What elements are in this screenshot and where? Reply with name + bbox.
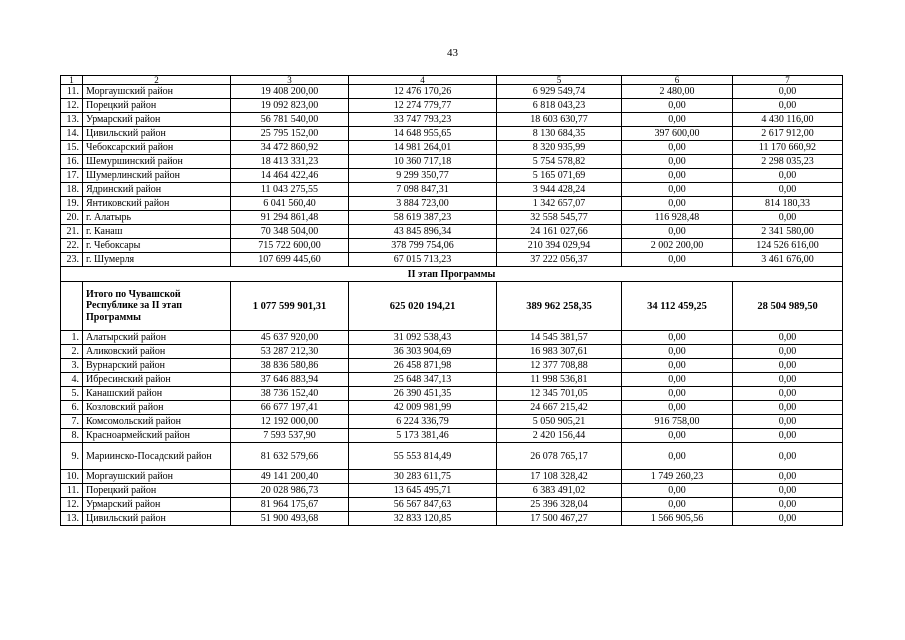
value-col-4: 14 981 264,01 [349,141,497,155]
column-number: 5 [497,76,622,85]
district-name: г. Канаш [83,225,231,239]
value-col-3: 11 043 275,55 [231,183,349,197]
total-col-7: 28 504 989,50 [733,282,843,331]
value-col-6: 0,00 [622,169,733,183]
table-row [61,359,843,373]
row-number: 13. [61,512,83,526]
value-col-6: 397 600,00 [622,127,733,141]
value-col-4: 36 303 904,69 [349,345,497,359]
table-row [61,127,843,141]
district-name: Аликовский район [83,345,231,359]
district-name: г. Алатырь [83,211,231,225]
table-row [61,387,843,401]
value-col-7: 0,00 [733,401,843,415]
table-row [61,401,843,415]
value-col-7: 0,00 [733,99,843,113]
value-col-6: 0,00 [622,197,733,211]
district-name: Моргаушский район [83,85,231,99]
district-name: Порецкий район [83,99,231,113]
stage-heading-row [61,267,843,282]
value-col-4: 26 458 871,98 [349,359,497,373]
row-number: 12. [61,498,83,512]
value-col-6: 0,00 [622,345,733,359]
value-col-3: 107 699 445,60 [231,253,349,267]
value-col-4: 33 747 793,23 [349,113,497,127]
value-col-3: 14 464 422,46 [231,169,349,183]
value-col-4: 6 224 336,79 [349,415,497,429]
column-number: 6 [622,76,733,85]
value-col-7: 0,00 [733,331,843,345]
table-row [61,470,843,484]
value-col-6: 0,00 [622,113,733,127]
table-row [61,183,843,197]
table-row [61,253,843,267]
value-col-5: 25 396 328,04 [497,498,622,512]
value-col-6: 0,00 [622,373,733,387]
row-number: 6. [61,401,83,415]
district-name: Цивильский район [83,127,231,141]
value-col-6: 0,00 [622,387,733,401]
value-col-4: 12 476 170,26 [349,85,497,99]
table-row [61,373,843,387]
value-col-7: 4 430 116,00 [733,113,843,127]
district-name: Урмарский район [83,113,231,127]
table-row [61,429,843,443]
value-col-3: 20 028 986,73 [231,484,349,498]
value-col-5: 17 500 467,27 [497,512,622,526]
value-col-5: 5 754 578,82 [497,155,622,169]
district-name: Канашский район [83,387,231,401]
district-name: Ибресинский район [83,373,231,387]
value-col-6: 0,00 [622,401,733,415]
value-col-5: 12 345 701,05 [497,387,622,401]
table-row [61,85,843,99]
value-col-5: 5 050 905,21 [497,415,622,429]
row-number [61,282,83,331]
row-number: 15. [61,141,83,155]
row-number: 4. [61,373,83,387]
value-col-3: 34 472 860,92 [231,141,349,155]
value-col-6: 2 480,00 [622,85,733,99]
value-col-6: 0,00 [622,141,733,155]
row-number: 3. [61,359,83,373]
row-number: 22. [61,239,83,253]
value-col-4: 43 845 896,34 [349,225,497,239]
district-name: Чебоксарский район [83,141,231,155]
value-col-5: 12 377 708,88 [497,359,622,373]
value-col-3: 56 781 540,00 [231,113,349,127]
table-row [61,141,843,155]
value-col-7: 124 526 616,00 [733,239,843,253]
value-col-3: 91 294 861,48 [231,211,349,225]
table-row [61,331,843,345]
table-row [61,99,843,113]
table-row [61,169,843,183]
row-number: 13. [61,113,83,127]
value-col-7: 0,00 [733,415,843,429]
row-number: 10. [61,470,83,484]
table-row [61,155,843,169]
district-name: Красноармейский район [83,429,231,443]
column-number: 7 [733,76,843,85]
district-name: Алатырский район [83,331,231,345]
row-number: 1. [61,331,83,345]
funding-table [60,75,843,526]
value-col-7: 0,00 [733,498,843,512]
value-col-4: 9 299 350,77 [349,169,497,183]
total-label: Итого по Чувашской Республике за II этап Программы [83,282,231,331]
value-col-3: 12 192 000,00 [231,415,349,429]
value-col-5: 11 998 536,81 [497,373,622,387]
value-col-7: 0,00 [733,169,843,183]
value-col-7: 0,00 [733,359,843,373]
value-col-6: 1 749 260,23 [622,470,733,484]
value-col-6: 0,00 [622,498,733,512]
district-name: Урмарский район [83,498,231,512]
value-col-3: 45 637 920,00 [231,331,349,345]
value-col-6: 0,00 [622,183,733,197]
value-col-5: 8 320 935,99 [497,141,622,155]
value-col-3: 38 736 152,40 [231,387,349,401]
total-row [61,282,843,331]
value-col-4: 56 567 847,63 [349,498,497,512]
row-number: 11. [61,484,83,498]
value-col-4: 32 833 120,85 [349,512,497,526]
value-col-7: 11 170 660,92 [733,141,843,155]
table-row [61,498,843,512]
value-col-6: 0,00 [622,99,733,113]
value-col-3: 19 092 823,00 [231,99,349,113]
value-col-5: 2 420 156,44 [497,429,622,443]
value-col-5: 8 130 684,35 [497,127,622,141]
row-number: 9. [61,443,83,470]
row-number: 14. [61,127,83,141]
value-col-6: 0,00 [622,331,733,345]
value-col-3: 66 677 197,41 [231,401,349,415]
value-col-7: 0,00 [733,429,843,443]
value-col-5: 5 165 071,69 [497,169,622,183]
value-col-5: 24 161 027,66 [497,225,622,239]
value-col-3: 19 408 200,00 [231,85,349,99]
value-col-6: 0,00 [622,155,733,169]
page-number: 43 [447,47,458,59]
value-col-3: 53 287 212,30 [231,345,349,359]
value-col-5: 6 818 043,23 [497,99,622,113]
value-col-5: 16 983 307,61 [497,345,622,359]
value-col-4: 26 390 451,35 [349,387,497,401]
value-col-6: 0,00 [622,225,733,239]
value-col-3: 25 795 152,00 [231,127,349,141]
row-number: 19. [61,197,83,211]
value-col-3: 70 348 504,00 [231,225,349,239]
value-col-5: 18 603 630,77 [497,113,622,127]
value-col-7: 0,00 [733,470,843,484]
table-row [61,345,843,359]
table-row [61,443,843,470]
table-row [61,211,843,225]
value-col-5: 24 667 215,42 [497,401,622,415]
district-name: Козловский район [83,401,231,415]
value-col-5: 14 545 381,57 [497,331,622,345]
column-number: 4 [349,76,497,85]
row-number: 20. [61,211,83,225]
value-col-4: 14 648 955,65 [349,127,497,141]
table-row [61,239,843,253]
value-col-6: 1 566 905,56 [622,512,733,526]
value-col-7: 0,00 [733,443,843,470]
row-number: 5. [61,387,83,401]
row-number: 23. [61,253,83,267]
value-col-4: 31 092 538,43 [349,331,497,345]
value-col-3: 38 836 580,86 [231,359,349,373]
value-col-5: 26 078 765,17 [497,443,622,470]
value-col-4: 30 283 611,75 [349,470,497,484]
value-col-4: 5 173 381,46 [349,429,497,443]
value-col-7: 814 180,33 [733,197,843,211]
district-name: Комсомольский район [83,415,231,429]
value-col-4: 3 884 723,00 [349,197,497,211]
value-col-4: 67 015 713,23 [349,253,497,267]
district-name: Шумерлинский район [83,169,231,183]
value-col-4: 10 360 717,18 [349,155,497,169]
row-number: 18. [61,183,83,197]
value-col-7: 0,00 [733,484,843,498]
table-row [61,415,843,429]
value-col-6: 2 002 200,00 [622,239,733,253]
district-name: Цивильский район [83,512,231,526]
district-name: Порецкий район [83,484,231,498]
stage-heading: II этап Программы [61,267,843,282]
row-number: 8. [61,429,83,443]
total-col-6: 34 112 459,25 [622,282,733,331]
value-col-6: 0,00 [622,443,733,470]
district-name: Мариинско-Посадский район [83,443,231,470]
district-name: Вурнарский район [83,359,231,373]
value-col-7: 0,00 [733,512,843,526]
value-col-3: 81 964 175,67 [231,498,349,512]
value-col-5: 32 558 545,77 [497,211,622,225]
total-col-5: 389 962 258,35 [497,282,622,331]
district-name: Шемуршинский район [83,155,231,169]
table-row [61,197,843,211]
value-col-4: 42 009 981,99 [349,401,497,415]
district-name: Ядринский район [83,183,231,197]
value-col-4: 55 553 814,49 [349,443,497,470]
row-number: 12. [61,99,83,113]
value-col-6: 0,00 [622,253,733,267]
value-col-7: 0,00 [733,345,843,359]
table-row [61,225,843,239]
value-col-4: 25 648 347,13 [349,373,497,387]
district-name: Моргаушский район [83,470,231,484]
value-col-7: 3 461 676,00 [733,253,843,267]
value-col-3: 7 593 537,90 [231,429,349,443]
value-col-3: 6 041 560,40 [231,197,349,211]
row-number: 7. [61,415,83,429]
value-col-3: 51 900 493,68 [231,512,349,526]
value-col-6: 916 758,00 [622,415,733,429]
value-col-6: 0,00 [622,484,733,498]
value-col-5: 210 394 029,94 [497,239,622,253]
total-col-4: 625 020 194,21 [349,282,497,331]
value-col-4: 378 799 754,06 [349,239,497,253]
value-col-5: 3 944 428,24 [497,183,622,197]
column-number: 2 [83,76,231,85]
column-number: 1 [61,76,83,85]
value-col-4: 12 274 779,77 [349,99,497,113]
value-col-3: 81 632 579,66 [231,443,349,470]
district-name: г. Чебоксары [83,239,231,253]
value-col-5: 6 383 491,02 [497,484,622,498]
value-col-3: 37 646 883,94 [231,373,349,387]
value-col-3: 49 141 200,40 [231,470,349,484]
district-name: Янтиковский район [83,197,231,211]
value-col-5: 1 342 657,07 [497,197,622,211]
value-col-4: 58 619 387,23 [349,211,497,225]
district-name: г. Шумерля [83,253,231,267]
value-col-3: 715 722 600,00 [231,239,349,253]
row-number: 21. [61,225,83,239]
value-col-7: 0,00 [733,85,843,99]
value-col-4: 7 098 847,31 [349,183,497,197]
value-col-3: 18 413 331,23 [231,155,349,169]
value-col-7: 0,00 [733,373,843,387]
value-col-7: 0,00 [733,183,843,197]
row-number: 16. [61,155,83,169]
value-col-7: 2 617 912,00 [733,127,843,141]
column-number: 3 [231,76,349,85]
value-col-7: 2 341 580,00 [733,225,843,239]
row-number: 2. [61,345,83,359]
value-col-7: 0,00 [733,387,843,401]
value-col-5: 17 108 328,42 [497,470,622,484]
column-number-row [61,76,843,85]
table-row [61,484,843,498]
value-col-5: 6 929 549,74 [497,85,622,99]
table-row [61,113,843,127]
value-col-4: 13 645 495,71 [349,484,497,498]
value-col-6: 0,00 [622,359,733,373]
value-col-6: 116 928,48 [622,211,733,225]
value-col-7: 0,00 [733,211,843,225]
value-col-6: 0,00 [622,429,733,443]
total-col-3: 1 077 599 901,31 [231,282,349,331]
value-col-7: 2 298 035,23 [733,155,843,169]
value-col-5: 37 222 056,37 [497,253,622,267]
table-row [61,512,843,526]
row-number: 11. [61,85,83,99]
row-number: 17. [61,169,83,183]
